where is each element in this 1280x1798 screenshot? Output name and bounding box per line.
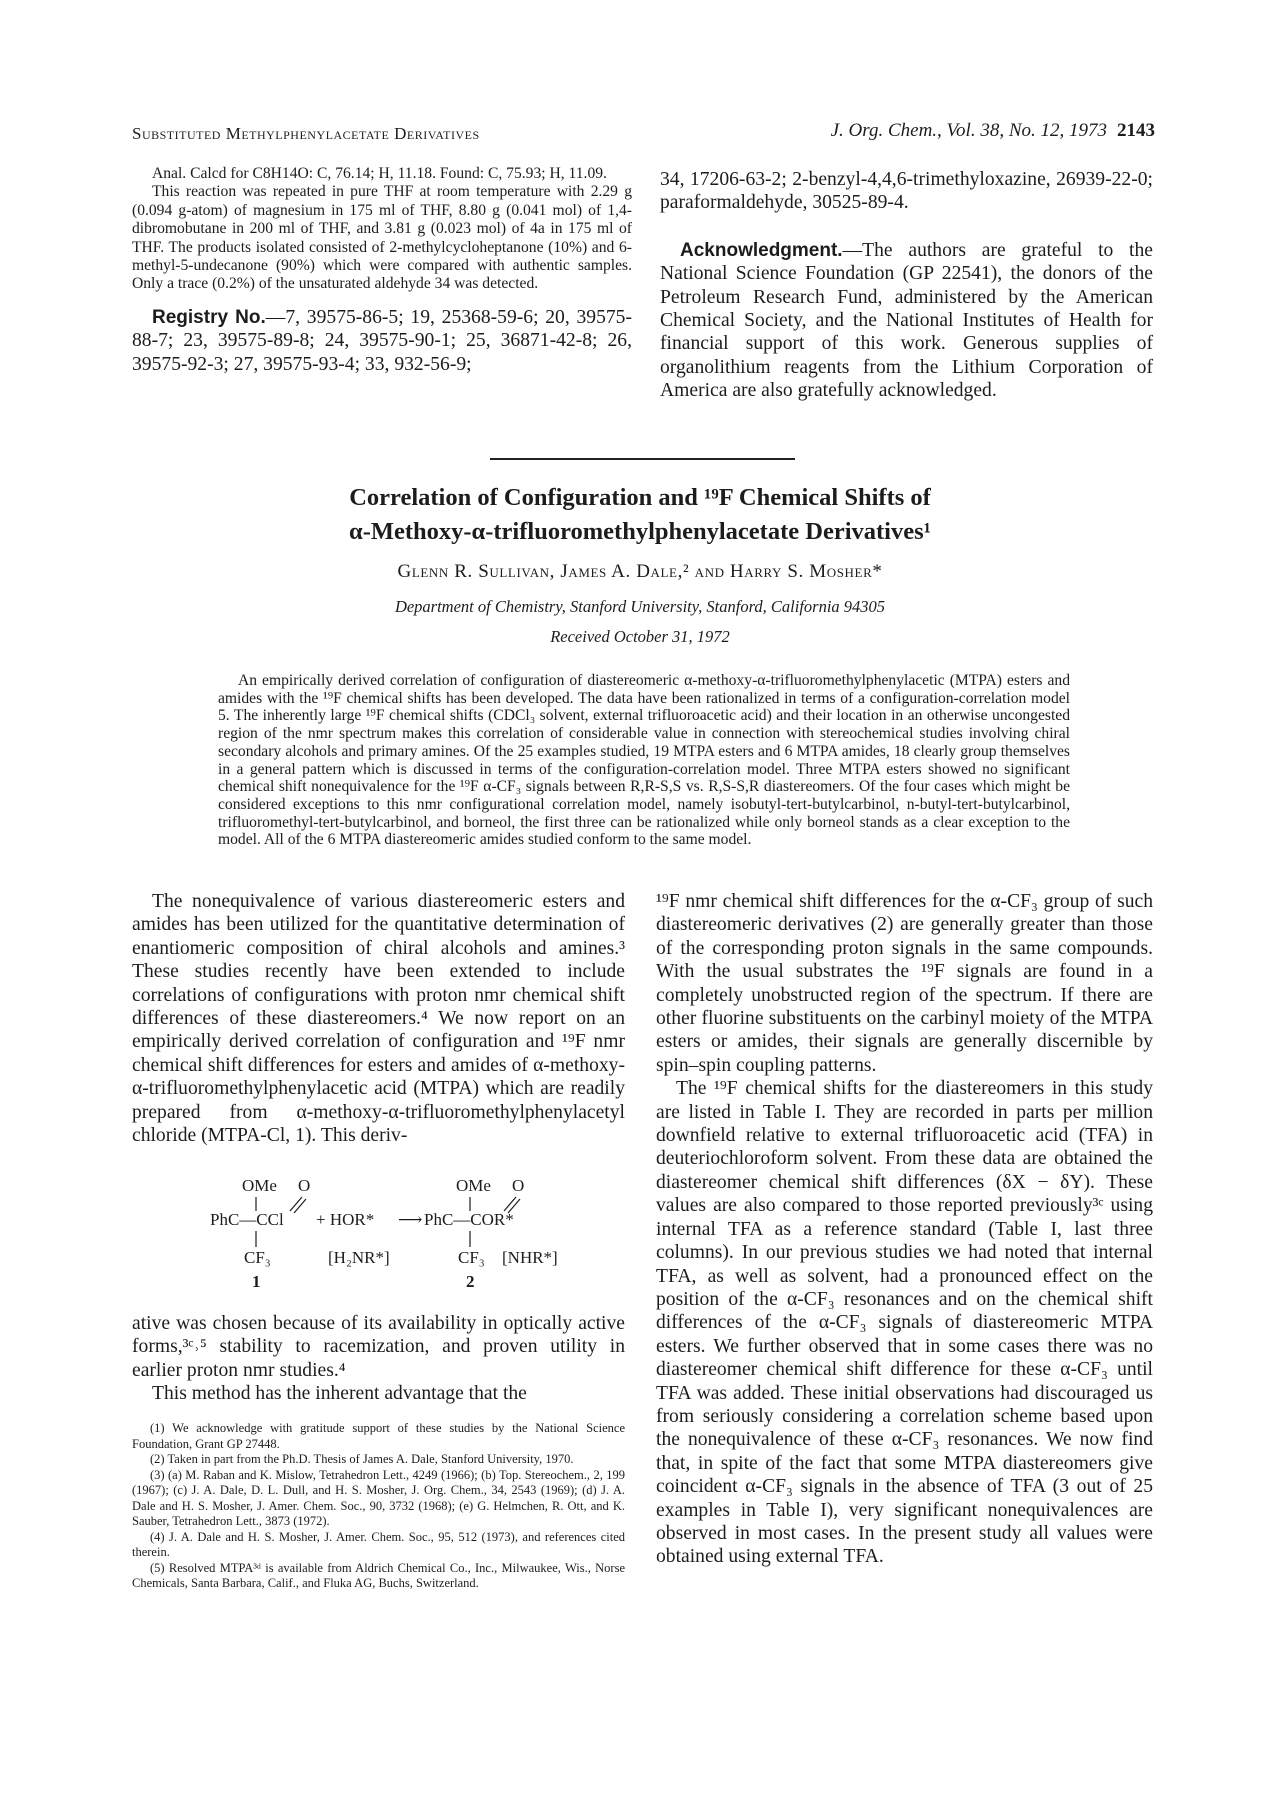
body-right-column bbox=[656, 890, 1153, 1569]
scheme-amide: [NHR*] bbox=[502, 1248, 558, 1267]
acknowledgment-label: Acknowledgment. bbox=[680, 239, 843, 261]
scheme-arrow: ⟶ bbox=[398, 1210, 423, 1229]
scheme-label-1: 1 bbox=[252, 1272, 261, 1291]
page-number: 2143 bbox=[1117, 120, 1155, 141]
body-left-column bbox=[132, 890, 625, 1147]
registry-text: —7, 39575-86-5; 19, 25368-59-6; 20, 39575-88-7; 23, 39575-89-8; 24, 39575-90-1; 25, 36871-42-8; 26, 39575-92-3; 27, 39575-93-4; 33, 932-56-9; bbox=[132, 306, 632, 375]
abstract: An empirically derived correlation of configuration of diastereomeric α-methoxy-α-trifluoromethylphenylacetic (MTPA) esters and amides with the ¹⁹F chemical shifts has been developed. The data have been rationalized in terms of a configuration-correlation model 5. The inherently large ¹⁹F chemical shifts (CDCl₃ solvent, external trifluoroacetic acid) and their location in an otherwise uncongested region of the nmr spectrum makes this correlation of considerable value in connection with stereochemical studies involving chiral secondary alcohols and primary amines. Of the 25 examples studied, 19 MTPA esters and 6 MTPA amides, 18 clearly group themselves in a general pattern which is discussed in terms of the configuration-correlation model. Three MTPA esters showed no significant chemical shift nonequivalence for the ¹⁹F α-CF₃ signals between R,R-S,S vs. R,S-S,R diastereomers. Of the four cases which might be considered exceptions to this nmr configurational correlation model, namely isobutyl-tert-butylcarbinol, n-butyl-tert-butylcarbinol, trifluoromethyl-tert-butylcarbinol, and borneol, the first three can be rationalized while only borneol stands as a clear exception to the model. All of the 6 MTPA diastereomeric amides studied conform to the same model. bbox=[218, 672, 1070, 849]
bond-co-left-b bbox=[294, 1199, 306, 1213]
scheme-product: PhC—COR* bbox=[424, 1210, 514, 1229]
footnote-4: (4) J. A. Dale and H. S. Mosher, J. Amer. Chem. Soc., 95, 512 (1973), and references cited therein. bbox=[132, 1529, 625, 1559]
right-paragraph-2: The ¹⁹F chemical shifts for the diastereomers in this study are listed in Table I. They are recorded in parts per million downfield relative to external trifluoroacetic acid (TFA) in deuteriochloroform solvent. From these data are obtained the diastereomer chemical shift differences (δX − δY). These values are also compared to those reported previously³ᶜ using internal TFA as a reference standard (Table I, last three columns). In our previous studies we had noted that internal TFA, as well as solvent, had a pronounced effect on the position of the α-CF₃ resonances and on the chemical shift differences of the α-CF₃ signals of diastereomeric MTPA esters. We further observed that in some cases there was no diastereomer chemical shift difference for these α-CF₃ until TFA was added. These initial observations had discouraged us from seriously considering a correlation scheme based upon the nonequivalence of these α-CF₃ resonances. We now find that, in spite of the fact that some MTPA diastereomers give coincident α-CF₃ signals in the absence of TFA (3 out of 25 examples in Table I), very significant nonequivalences are observed in most cases. In the present study all values were obtained using external TFA. bbox=[656, 1078, 1153, 1568]
scheme-o-right: O bbox=[512, 1176, 525, 1195]
scheme-amine: [H₂NR*] bbox=[328, 1248, 390, 1267]
analysis-text: Anal. Calcd for C8H14O: C, 76.14; H, 11.18. Found: C, 75.93; H, 11.09. bbox=[152, 165, 607, 182]
registry-continued: 34, 17206-63-2; 2-benzyl-4,4,6-trimethyloxazine, 26939-22-0; paraformaldehyde, 30525-89-4. bbox=[660, 169, 1153, 214]
scheme-ome-left: OMe bbox=[242, 1176, 277, 1195]
bond-co-left-a bbox=[290, 1197, 302, 1211]
footnote-1: (1) We acknowledge with gratitude support of these studies by the National Science Foundation, Grant GP 27448. bbox=[132, 1421, 625, 1451]
intro-paragraph: The nonequivalence of various diastereomeric esters and amides has been utilized for the quantitative determination of enantiomeric composition of chiral alcohols and amines.³ These studies recently have been extended to include correlations of configurations with proton nmr chemical shift differences of these diastereomers.⁴ We now report on an empirically derived correlation of configuration and ¹⁹F nmr chemical shift differences for esters and amides of α-methoxy-α-trifluoromethylphenylacetic acid (MTPA) which are readily prepared from α-methoxy-α-trifluoromethylphenylacetyl chloride (MTPA-Cl, 1). This deriv- bbox=[132, 891, 625, 1147]
body-left-column-continued bbox=[132, 1312, 625, 1406]
footnote-5: (5) Resolved MTPA³ᵈ is available from Aldrich Chemical Co., Inc., Milwaukee, Wis., Norse Chemicals, Santa Barbara, Calif., and Fluka AG, Buchs, Switzerland. bbox=[132, 1560, 625, 1590]
affiliation: Department of Chemistry, Stanford University, Stanford, California 94305 bbox=[394, 597, 886, 616]
footnote-2: (2) Taken in part from the Ph.D. Thesis of James A. Dale, Stanford University, 1970. bbox=[150, 1452, 574, 1466]
section-divider bbox=[490, 458, 795, 460]
registry-label: Registry No. bbox=[152, 306, 266, 328]
acknowledgment bbox=[660, 239, 1153, 403]
footnote-3: (3) (a) M. Raban and K. Mislow, Tetrahedron Lett., 4249 (1966); (b) Top. Stereochem., 2, 199 (1967); (c) J. A. Dale, D. L. Dull, and H. S. Mosher, J. Org. Chem., 34, 2543 (1969); (d) J. A. Dale and H. S. Mosher, J. Amer. Chem. Soc., 90, 3732 (1968); (e) G. Helmchen, R. Ott, and K. Sauber, Tetrahedron Lett., 3873 (1972). bbox=[132, 1467, 625, 1528]
article-title-line-1: Correlation of Configuration and ¹⁹F Chemical Shifts of bbox=[349, 484, 931, 511]
article-title-line-2: α-Methoxy-α-trifluoromethylphenylacetate Derivatives¹ bbox=[349, 518, 931, 545]
footnotes bbox=[132, 1421, 625, 1592]
previous-article-experimental bbox=[132, 165, 632, 376]
authors: Glenn R. Sullivan, James A. Dale,² and Harry S. Mosher* bbox=[397, 561, 883, 582]
scheme-reactant: PhC—CCl bbox=[210, 1210, 284, 1229]
registry-numbers bbox=[132, 306, 632, 376]
previous-article-right bbox=[660, 168, 1153, 403]
scheme-ome-right: OMe bbox=[456, 1176, 491, 1195]
scheme-o-left: O bbox=[298, 1176, 311, 1195]
right-paragraph-1: ¹⁹F nmr chemical shift differences for the α-CF₃ group of such diastereomeric derivatives (2) are generally greater than those of the corresponding proton signals in the same compounds. With the usual substrates the ¹⁹F signals are found in a completely unobstructed region of the spectrum. If there are other fluorine substituents on the carbinyl moiety of the MTPA esters or amides, their signals are generally discernible by spin–spin coupling patterns. bbox=[656, 891, 1153, 1076]
journal-citation bbox=[831, 120, 1155, 142]
scheme-plus-alcohol: + HOR* bbox=[316, 1210, 375, 1229]
scheme-cf3-right: CF₃ bbox=[458, 1248, 485, 1267]
acknowledgment-text: —The authors are grateful to the National Science Foundation (GP 22541), the donors of the Petroleum Research Fund, administered by the American Chemical Society, and the National Institutes of Health for financial support of this work. Generous supplies of organolithium reagents from the Lithium Corporation of America are also gratefully acknowledged. bbox=[660, 239, 1153, 402]
intro-paragraph-continued: ative was chosen because of its availability in optically active forms,³ᶜ˒⁵ stability to racemization, and proven utility in earlier proton nmr studies.⁴ bbox=[132, 1313, 625, 1381]
experimental-text: This reaction was repeated in pure THF at room temperature with 2.29 g (0.094 g-atom) of magnesium in 175 ml of THF, 8.80 g (0.041 mol) of 1,4-dibromobutane in 200 ml of THF, and 3.81 g (0.023 mol) of 4a in 175 ml of THF. The products isolated consisted of 2-methylcycloheptanone (10%) and 6-methyl-5-undecanone (90%) which were compared with authentic samples. Only a trace (0.2%) of the unsaturated aldehyde 34 was detected. bbox=[132, 183, 632, 293]
bond-co-right-b bbox=[508, 1199, 520, 1213]
journal-name: J. Org. Chem., Vol. 38, No. 12, 1973 bbox=[830, 120, 1107, 141]
method-paragraph: This method has the inherent advantage that the bbox=[152, 1383, 527, 1405]
running-title: Substituted Methylphenylacetate Derivatives bbox=[132, 124, 480, 143]
scheme-label-2: 2 bbox=[466, 1272, 475, 1291]
scheme-cf3-left: CF₃ bbox=[244, 1248, 271, 1267]
bond-co-right-a bbox=[504, 1197, 516, 1211]
reaction-scheme bbox=[210, 1175, 630, 1310]
received-date: Received October 31, 1972 bbox=[550, 627, 730, 646]
